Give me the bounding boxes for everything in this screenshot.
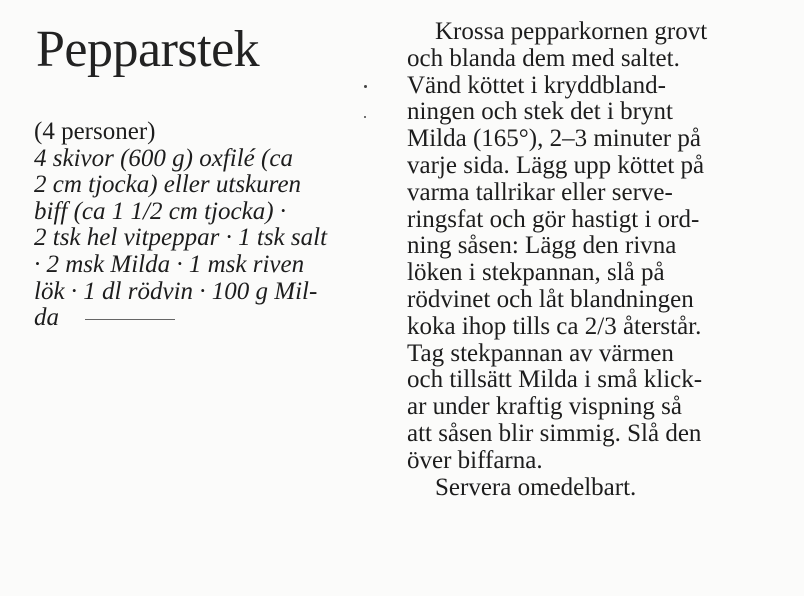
scan-speck [364, 85, 367, 88]
instruction-line: och blanda dem med saltet. [407, 44, 680, 72]
instruction-line: ringsfat och gör hastigt i ord- [407, 205, 700, 233]
instructions-column [407, 19, 797, 501]
instruction-line: Milda (165°), 2–3 minuter på [407, 125, 701, 153]
instruction-line: Servera omedelbart. [435, 473, 637, 501]
instruction-line: över biffarna. [407, 446, 543, 474]
instruction-line: och tillsätt Milda i små klick- [407, 366, 703, 394]
ingredient-line: biff (ca 1 1/2 cm tjocka) · [34, 197, 287, 225]
instruction-line: Krossa pepparkornen grovt [435, 18, 708, 45]
instruction-line: att såsen blir simmig. Slå den [407, 419, 702, 447]
ingredient-line: 2 tsk hel vitpeppar · 1 tsk salt [34, 224, 328, 252]
ingredient-line: · 2 msk Milda · 1 msk riven [34, 250, 305, 278]
instruction-line: ningen och stek det i brynt [407, 98, 673, 126]
ingredient-line: 2 cm tjocka) eller utskuren [34, 171, 302, 199]
ingredient-line-last [34, 305, 394, 332]
divider-rule [85, 319, 175, 320]
instruction-line: koka ihop tills ca 2/3 återstår. [407, 312, 702, 340]
instruction-line: Tag stekpannan av värmen [407, 339, 674, 367]
instruction-line: Vänd köttet i kryddbland- [407, 71, 666, 99]
instruction-line: ning såsen: Lägg den rivna [407, 232, 677, 260]
instruction-line: varje sida. Lägg upp köttet på [407, 151, 705, 179]
instruction-line: varma tallrikar eller serve- [407, 178, 673, 206]
servings: (4 personer) [34, 118, 156, 145]
ingredients-column [34, 119, 394, 332]
recipe-title: Pepparstek [36, 21, 260, 78]
instruction-line: löken i stekpannan, slå på [407, 259, 665, 287]
instruction-line: rödvinet och låt blandningen [407, 285, 694, 313]
instruction-line: ar under kraftig vispning så [407, 393, 682, 421]
scan-speck [364, 116, 366, 118]
ingredient-line: 4 skivor (600 g) oxfilé (ca [34, 144, 293, 172]
ingredient-text: da [34, 304, 59, 332]
ingredient-line: lök · 1 dl rödvin · 100 g Mil- [34, 277, 318, 305]
